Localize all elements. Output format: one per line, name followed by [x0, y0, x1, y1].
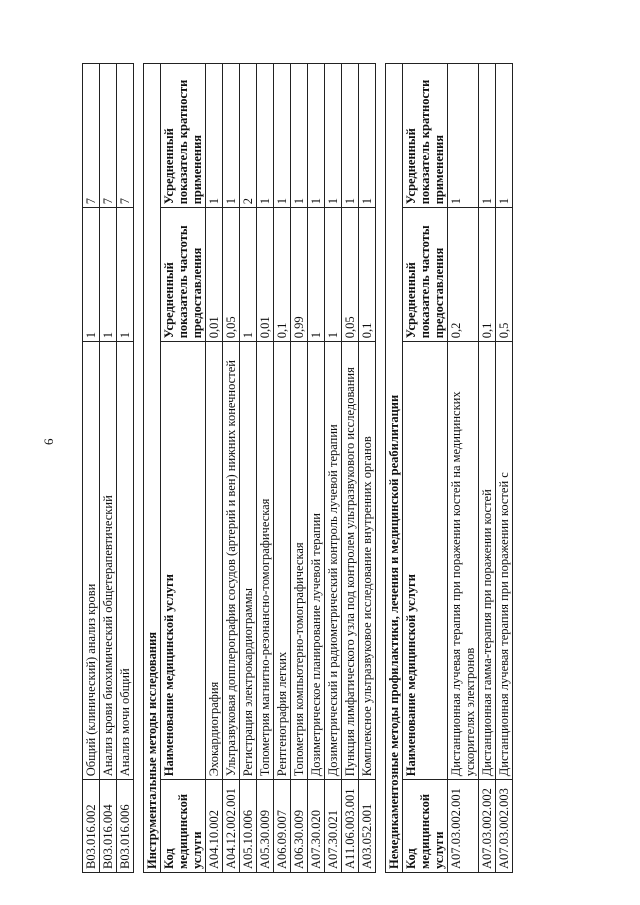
frequency-value: 0,5 [496, 208, 513, 342]
services-table [82, 63, 513, 873]
multiplicity-value: 1 [359, 64, 376, 208]
table-row [117, 64, 134, 873]
table-row [359, 64, 376, 873]
table-row [308, 64, 325, 873]
header-multiplicity: Усредненный показатель кратности применения [161, 64, 206, 208]
frequency-value: 1 [117, 208, 134, 342]
frequency-value: 0,1 [274, 208, 291, 342]
table-row [223, 64, 240, 873]
service-name: Дозиметрический и радиометрический контроль лучевой терапии [325, 342, 342, 780]
table-row [240, 64, 257, 873]
service-name: Дозиметрическое планирование лучевой терапии [308, 342, 325, 780]
table-row [83, 64, 100, 873]
service-name: Рентгенография легких [274, 342, 291, 780]
frequency-value: 0,1 [479, 208, 496, 342]
table-row [274, 64, 291, 873]
service-name: Анализ крови биохимический общетерапевтический [100, 342, 117, 780]
table-row [479, 64, 496, 873]
table-row [291, 64, 308, 873]
frequency-value: 1 [308, 208, 325, 342]
frequency-value: 0,05 [223, 208, 240, 342]
service-code: B03.016.006 [117, 780, 134, 873]
multiplicity-value: 1 [291, 64, 308, 208]
multiplicity-value: 1 [308, 64, 325, 208]
frequency-value: 0,01 [206, 208, 223, 342]
multiplicity-value: 1 [257, 64, 274, 208]
frequency-value: 1 [240, 208, 257, 342]
multiplicity-value: 7 [100, 64, 117, 208]
page-number: 6 [41, 438, 56, 445]
multiplicity-value: 1 [206, 64, 223, 208]
service-name: Топометрия магнитно-резонансно-томографическая [257, 342, 274, 780]
frequency-value: 0,1 [359, 208, 376, 342]
table-row [100, 64, 117, 873]
table-row [206, 64, 223, 873]
service-name: Пункция лимфатического узла под контролем ультразвукового исследования [342, 342, 359, 780]
service-code: A07.30.020 [308, 780, 325, 873]
service-name: Общий (клинический) анализ крови [83, 342, 100, 780]
header-frequency: Усредненный показатель частоты предоставления [403, 208, 448, 342]
service-code: A05.10.006 [240, 780, 257, 873]
frequency-value: 0,2 [448, 208, 479, 342]
table-row [257, 64, 274, 873]
service-code: A04.12.002.001 [223, 780, 240, 873]
service-code: A11.06.003.001 [342, 780, 359, 873]
gap-row [376, 64, 386, 873]
service-name: Комплексное ультразвуковое исследование внутренних органов [359, 342, 376, 780]
multiplicity-value: 1 [274, 64, 291, 208]
service-code: A07.03.002.003 [496, 780, 513, 873]
section-title: Немедикаментозные методы профилактики, лечения и медицинской реабилитации [386, 64, 403, 873]
multiplicity-value: 1 [479, 64, 496, 208]
table-row [448, 64, 479, 873]
frequency-value: 1 [325, 208, 342, 342]
service-code: A07.03.002.002 [479, 780, 496, 873]
multiplicity-value: 1 [223, 64, 240, 208]
table-row [496, 64, 513, 873]
multiplicity-value: 2 [240, 64, 257, 208]
gap-row [134, 64, 144, 873]
service-name: Эхокардиография [206, 342, 223, 780]
frequency-value: 0,01 [257, 208, 274, 342]
table-header-row [161, 64, 206, 873]
service-code: A05.30.009 [257, 780, 274, 873]
multiplicity-value: 1 [448, 64, 479, 208]
header-frequency: Усредненный показатель частоты предоставления [161, 208, 206, 342]
frequency-value: 1 [100, 208, 117, 342]
service-name: Топометрия компьютерно-томографическая [291, 342, 308, 780]
frequency-value: 0,99 [291, 208, 308, 342]
service-name: Анализ мочи общий [117, 342, 134, 780]
section-title-row [144, 64, 161, 873]
service-code: B03.016.002 [83, 780, 100, 873]
table-row [342, 64, 359, 873]
service-name: Ультразвуковая допплерография сосудов (артерий и вен) нижних конечностей [223, 342, 240, 780]
service-code: B03.016.004 [100, 780, 117, 873]
multiplicity-value: 1 [325, 64, 342, 208]
header-name: Наименование медицинской услуги [403, 342, 448, 780]
service-name: Дистанционная гамма-терапия при поражении костей [479, 342, 496, 780]
service-name: Регистрация электрокардиограммы [240, 342, 257, 780]
service-code: A03.052.001 [359, 780, 376, 873]
service-code: A07.03.002.001 [448, 780, 479, 873]
frequency-value: 0,05 [342, 208, 359, 342]
header-name: Наименование медицинской услуги [161, 342, 206, 780]
multiplicity-value: 7 [83, 64, 100, 208]
header-code: Код медицинской услуги [403, 780, 448, 873]
service-code: A06.30.009 [291, 780, 308, 873]
multiplicity-value: 7 [117, 64, 134, 208]
multiplicity-value: 1 [496, 64, 513, 208]
table-row [325, 64, 342, 873]
header-code: Код медицинской услуги [161, 780, 206, 873]
service-code: A06.09.007 [274, 780, 291, 873]
section-title: Инструментальные методы исследования [144, 64, 161, 873]
service-code: A07.30.021 [325, 780, 342, 873]
service-name: Дистанционная лучевая терапия при поражении костей на медицинских ускорителях электронов [448, 342, 479, 780]
service-code: A04.10.002 [206, 780, 223, 873]
multiplicity-value: 1 [342, 64, 359, 208]
frequency-value: 1 [83, 208, 100, 342]
section-title-row [386, 64, 403, 873]
header-multiplicity: Усредненный показатель кратности применения [403, 64, 448, 208]
rotated-page-content [82, 63, 532, 873]
table-header-row [403, 64, 448, 873]
service-name: Дистанционная лучевая терапия при поражении костей с [496, 342, 513, 780]
